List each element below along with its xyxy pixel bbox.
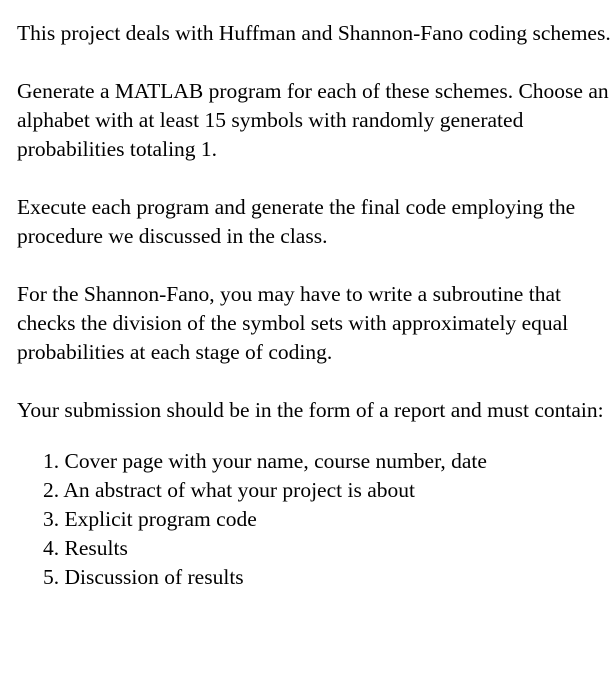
paragraph-submission-requirements: Your submission should be in the form of a report and must contain: [17, 398, 604, 422]
list-item: 4. Results [43, 536, 128, 560]
paragraph-intro: This project deals with Huffman and Shannon-Fano coding schemes. [17, 21, 611, 45]
paragraph-shannon-fano-note: For the Shannon-Fano, you may have to write a subroutine that checks the division of the symbol sets with approximately equal probabilities at each stage of coding. [17, 282, 569, 364]
list-item: 2. An abstract of what your project is about [43, 478, 415, 502]
document-body [17, 19, 613, 592]
requirements-list [17, 447, 613, 592]
list-item: 1. Cover page with your name, course number, date [43, 449, 487, 473]
paragraph-execute-instructions: Execute each program and generate the final code employing the procedure we discussed in the class. [17, 195, 576, 248]
list-item: 3. Explicit program code [43, 507, 257, 531]
paragraph-matlab-instructions: Generate a MATLAB program for each of these schemes. Choose an alphabet with at least 15 symbols with randomly generated probabilities totaling 1. [17, 79, 609, 161]
list-item: 5. Discussion of results [43, 565, 244, 589]
